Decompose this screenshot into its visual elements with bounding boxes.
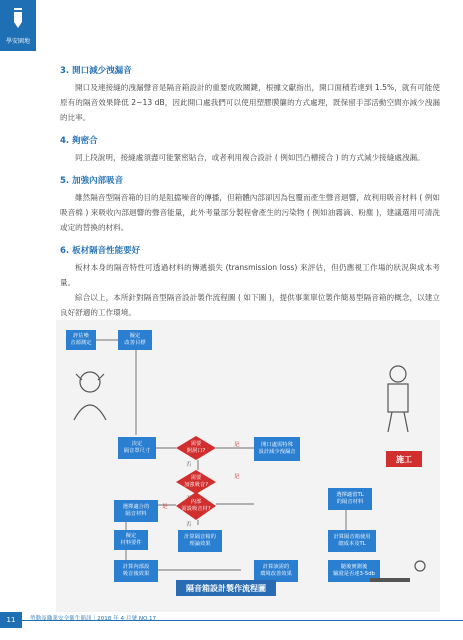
yes-label: 是 — [234, 442, 240, 448]
flow-box-calc-inner: 計算內部設 吸音後效果 — [114, 560, 158, 582]
section-paragraph: 開口及連接縫的洩漏聲音是隔音箱設計的重要成敗關鍵，根據文獻指出，開口面積若達到 1.5%，就有可能使原有的隔音效果降低 2~13 dB，因此開口處我們可以使用塑膠膜簾的方式處理，既保留手部活動空間亦減少洩漏的比率。 — [60, 83, 440, 122]
flowchart-title: 隔音箱設計製作流程圖 — [176, 580, 276, 596]
section-paragraph: 板材本身的隔音特性可透過材料的傳遞損失 (transmission loss) 來評估，但仍應視工作場的狀況與成本考量。 — [60, 263, 440, 287]
section-tab — [0, 0, 36, 50]
stressed-worker-figure — [60, 360, 120, 430]
flow-decision-opening: 需要 開洞口? — [176, 436, 216, 460]
flow-box-decide-size: 決定 隔音罩尺寸 — [118, 437, 156, 459]
flow-box-decide-material: 擬定 材料要件 — [114, 530, 148, 550]
tab-divider — [0, 50, 36, 51]
section-tab-label: 學安園地 — [5, 38, 30, 45]
flow-box-calc-choose: 計算隔音箱使用 總成本及TL — [328, 530, 376, 552]
section-heading: 5. 加強內部吸音 — [60, 176, 124, 186]
pen-icon — [10, 6, 26, 30]
flow-box-select-tl: 選擇適當TL 的隔音材料 — [328, 488, 372, 510]
flowchart — [56, 320, 440, 612]
no-label: 否 — [186, 462, 192, 468]
flow-box-verify: 隨後實測後 驗證是否達3-5db — [328, 560, 380, 582]
section-heading: 4. 夠密合 — [60, 136, 98, 146]
flow-decision-absorb: 需要 加強吸音? — [176, 470, 216, 494]
flow-box-select-panel: 選擇適合的 隔音材料 — [114, 500, 158, 522]
section-heading: 3. 開口減少洩漏音 — [60, 66, 132, 76]
no-label: 否 — [186, 522, 192, 528]
yes-label: 是 — [234, 474, 240, 480]
worker-figure — [370, 360, 430, 440]
flow-box-define-target: 擬定 改善目標 — [118, 330, 152, 350]
flow-box-construct: 施工 — [386, 451, 422, 467]
section-paragraph: 雖然隔音型隔音箱的目的是阻擋噪音的傳播，但箱體內部卻因為包覆而產生聲音迴響，故利用吸音材料 ( 例如吸音棉 ) 來吸收內部迴響的聲音能量，此外考量部分製程會產生的污染物 ( 例如油霧滴、粉塵 )，建議選用可清洗或定的替換的材料。 — [60, 193, 440, 232]
flow-box-calc-env: 計算該需的 環境改善效果 — [254, 560, 298, 582]
flow-box-noise-measure: 評估噪 音源測定 — [66, 330, 96, 350]
flow-box-calc-effect: 計算隔音箱的 理論效果 — [178, 530, 222, 552]
desk-worker-figure — [366, 560, 436, 600]
article-body — [60, 64, 440, 329]
page-number: 11 — [0, 612, 22, 628]
yes-label: 是 — [162, 504, 168, 510]
flow-box-opening-design: 開口處需特殊 設計減少洩漏音 — [254, 437, 300, 461]
section-paragraph: 綜合以上，本所針對隔音型隔音設計製作流程圖 ( 如下圖 )，提供事業單位製作簡易型隔音箱的概念，以建立良好舒適的工作環境。 — [60, 293, 440, 317]
section-heading: 6. 板材隔音性能要好 — [60, 246, 141, 256]
footer-text: 勞動及職業安全衛生簡訊｜2018 年 4 月號 NO.17 — [30, 616, 157, 622]
flow-decision-inner: 內部 需設吸音材? — [176, 492, 216, 520]
section-paragraph: 同上段說明，接縫處須盡可能緊密貼合，或者利用複合設計 ( 例如凹凸槽接合 ) 的方式減少接縫處洩漏。 — [75, 153, 425, 162]
